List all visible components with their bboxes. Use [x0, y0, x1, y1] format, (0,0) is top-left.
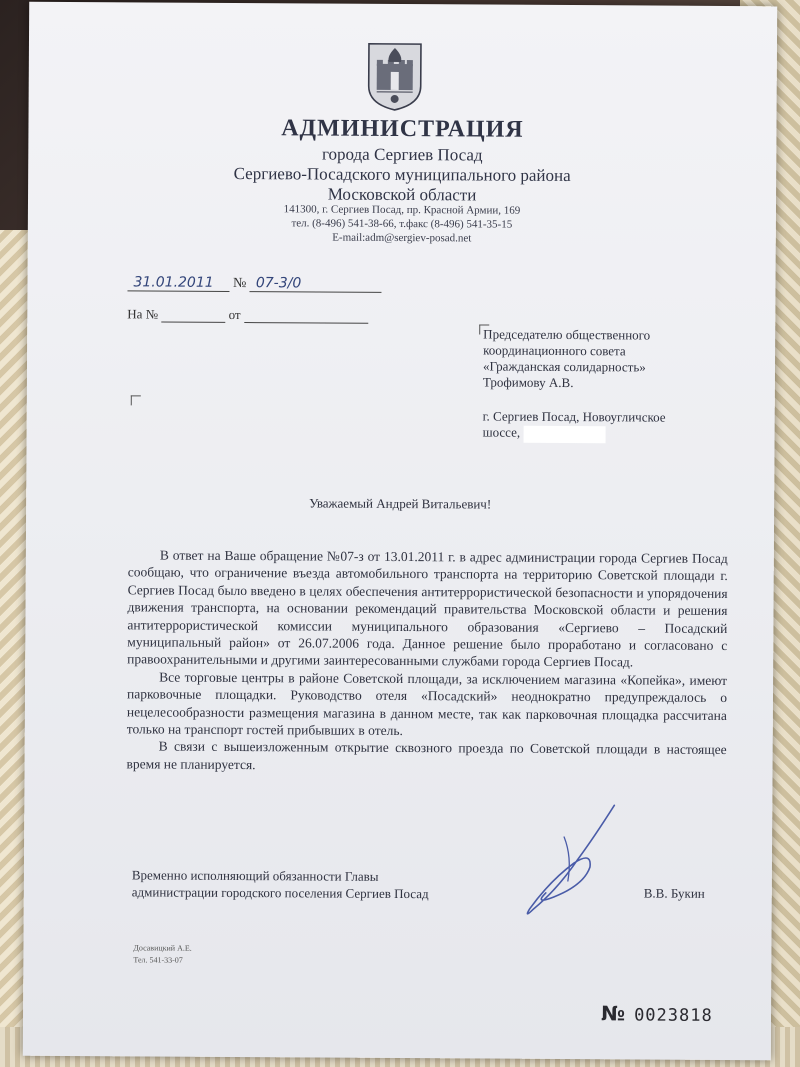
body-paragraph: В ответ на Ваше обращение №07-з от 13.01.2011 г. в адрес администрации города Сергиев Посад сообщаю, что ограничение въезда автомобильного транспорта на территорию Советской площади г. Сергиев Посад было введено в целях обеспечения антитеррористической безопасности и упорядочения движения транспорта, на основании рекомендаций правительства Московской области и решения антитеррористической комиссии муниципального образования «Сергиево – Посадский муниципальный район» от 26.07.2006 года. Данное решение было проработано и согласовано с правоохранительными и другими заинтересованными службами города Сергиев Посад.: [127, 547, 728, 670]
recipient-line: «Гражданская солидарность»: [482, 358, 646, 375]
handwritten-signature: [494, 797, 635, 930]
executor-phone: Тел. 541-33-07: [133, 955, 183, 965]
body-paragraph: В связи с вышеизложенным открытие сквозного проезда по Советской площади в настоящее время не планируется.: [126, 738, 727, 772]
body-paragraph: Все торговые центры в районе Советской площади, за исключением магазина «Копейка», имеют парковочные площадки. Руководство отеля «Посадский» неоднократно предупреждалось о нецелесообразности размещения магазина в данном месте, так как парковочная площадка рассчитана только на транспорт гостей прибывших в отель.: [126, 669, 728, 739]
recipient-block: [483, 327, 743, 393]
redaction-box: [523, 425, 605, 443]
letterhead-district: Сергиево-Посадского муниципального района: [233, 163, 571, 186]
signatory-title: [132, 866, 429, 902]
recipient-address: [483, 409, 743, 444]
letter-sheet: [23, 2, 777, 1061]
letterhead-region: Московской области: [327, 184, 477, 205]
coat-of-arms-icon: [367, 42, 423, 112]
letterhead-city: города Сергиев Посад: [321, 144, 483, 165]
serial-value: 0023818: [634, 1005, 713, 1026]
registration-line: [127, 274, 381, 293]
reference-from-label: от: [228, 306, 241, 323]
executor-block: [133, 942, 191, 966]
reference-date-blank: [244, 322, 368, 324]
reference-line: [127, 306, 368, 323]
executor-name: Досавицкий А.Е.: [133, 943, 192, 953]
letterhead-email: E-mail:adm@sergiev-posad.net: [332, 231, 472, 245]
recipient-address-line: г. Сергиев Посад, Новоугличское: [482, 408, 666, 425]
greeting: Уважаемый Андрей Витальевич!: [309, 495, 492, 512]
registration-number-label: №: [232, 275, 247, 292]
letterhead-title: АДМИНИСТРАЦИЯ: [281, 115, 524, 143]
recipient-name: Трофимову А.В.: [482, 374, 574, 391]
recipient-line: координационного совета: [483, 342, 626, 359]
recipient-address-line: [483, 425, 743, 444]
reference-label: На №: [127, 306, 159, 322]
letterhead-phones: тел. (8-496) 541-38-66, т.факс (8-496) 541-35-15: [291, 217, 513, 231]
reference-number-blank: [161, 322, 225, 323]
serial-label: №: [600, 1001, 627, 1026]
registration-date: 31.01.2011: [127, 274, 229, 292]
signatory-title-line: Временно исполняющий обязанности Главы: [131, 867, 379, 884]
recipient-address-street: шоссе,: [482, 424, 521, 440]
letter-body: [127, 546, 728, 776]
registration-number: 07-3/0: [250, 275, 382, 293]
corner-mark-left: [131, 395, 141, 405]
form-serial-number: [601, 1001, 713, 1026]
recipient-line: Председателю общественного: [483, 326, 651, 343]
letterhead-address: 141300, г. Сергиев Посад, пр. Красной Армии, 169: [283, 203, 521, 217]
signatory-title-line: администрации городского поселения Сергиев Посад: [131, 884, 429, 902]
signatory-name: В.В. Букин: [643, 885, 705, 901]
